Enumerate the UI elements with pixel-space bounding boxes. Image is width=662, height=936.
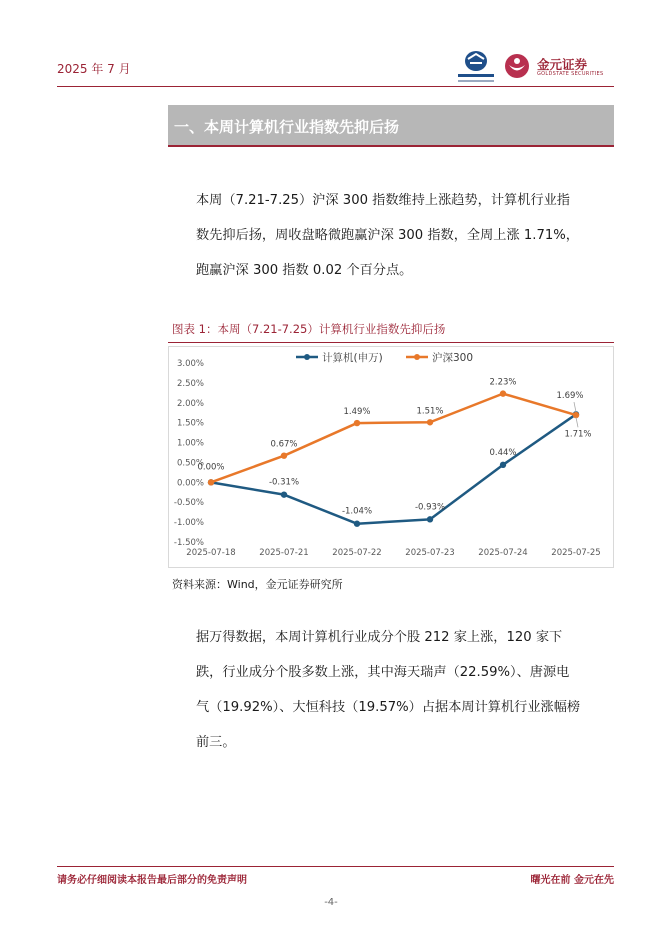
paragraph-line: 跌，行业成分个股多数上涨，其中海天瑞声（22.59%）、唐源电 [196, 665, 570, 680]
series-line [211, 414, 576, 523]
label-leader-line [576, 417, 578, 427]
legend-swatch-marker [414, 354, 420, 360]
chart-frame [169, 347, 614, 568]
paragraph-line: 前三。 [196, 735, 236, 750]
stock-paragraph [196, 620, 616, 760]
data-point [354, 420, 360, 426]
data-label: 2.23% [489, 377, 517, 388]
disclaimer-text: 请务必仔细阅读本报告最后部分的免责声明 [57, 875, 247, 886]
data-label: -0.31% [268, 477, 300, 488]
goldstate-securities-logo [503, 52, 611, 82]
brand-name: 金元证券 [537, 57, 588, 72]
x-tick-label: 2025-07-21 [259, 548, 309, 558]
data-label: 1.71% [564, 429, 592, 440]
paragraph-line: 跑赢沪深 300 指数 0.02 个百分点。 [196, 263, 413, 278]
index-line-chart [168, 346, 614, 568]
data-point [427, 419, 433, 425]
data-label: 0.00% [197, 462, 225, 473]
x-tick-label: 2025-07-25 [551, 548, 601, 558]
x-tick-label: 2025-07-22 [332, 548, 382, 558]
y-tick-label: -1.50% [173, 538, 204, 548]
data-label: 0.44% [489, 447, 517, 458]
data-point [208, 479, 214, 485]
figure-source: 资料来源：Wind，金元证券研究所 [172, 578, 343, 591]
data-point [281, 452, 287, 458]
label-leader-line [574, 402, 576, 412]
x-tick-label: 2025-07-23 [405, 548, 455, 558]
figure-title-divider [168, 342, 614, 343]
slogan-text: 曙光在前 金元在先 [530, 875, 614, 886]
y-tick-label: 2.00% [176, 398, 204, 409]
x-tick-label: 2025-07-18 [186, 548, 236, 558]
report-date: 2025 年 7 月 [57, 62, 131, 76]
data-label: 1.51% [416, 406, 444, 417]
data-point [427, 516, 433, 522]
paragraph-line: 据万得数据，本周计算机行业成分个股 212 家上涨，120 家下 [196, 630, 563, 645]
figure-title: 图表 1：本周（7.21-7.25）计算机行业指数先抑后扬 [172, 322, 446, 336]
legend-label: 沪深300 [432, 352, 474, 364]
x-tick-label: 2025-07-24 [478, 548, 528, 558]
section-heading [168, 105, 614, 145]
y-tick-label: -1.00% [173, 518, 204, 529]
y-tick-label: 1.00% [176, 438, 204, 449]
legend-swatch-marker [304, 354, 310, 360]
header-divider [57, 86, 614, 87]
data-point [500, 390, 506, 396]
data-label: 1.49% [343, 407, 371, 418]
footer-divider [57, 866, 614, 867]
data-label: -1.04% [341, 506, 373, 517]
paragraph-line: 本周（7.21-7.25）沪深 300 指数维持上涨趋势，计算机行业指 [196, 193, 570, 208]
intro-paragraph [196, 183, 616, 288]
y-tick-label: 1.50% [176, 418, 204, 429]
series-line [211, 394, 576, 483]
data-label: 0.67% [270, 439, 298, 450]
page-number: -4- [324, 897, 338, 908]
paragraph-line: 数先抑后扬，周收盘略微跑赢沪深 300 指数，全周上涨 1.71%， [196, 228, 579, 243]
y-tick-label: 2.50% [176, 378, 204, 389]
data-point [281, 491, 287, 497]
data-label: -0.93% [414, 502, 446, 513]
paragraph-line: 气（19.92%）、大恒科技（19.57%）占据本周计算机行业涨幅榜 [196, 700, 581, 715]
y-tick-label: -0.50% [173, 498, 204, 509]
data-point [500, 462, 506, 468]
legend-label: 计算机(申万) [322, 352, 383, 364]
brand-name-en: GOLDSTATE SECURITIES [537, 71, 604, 77]
data-label: 1.69% [556, 391, 584, 402]
airport-group-logo [455, 50, 497, 86]
section-title: 一、本周计算机行业指数先抑后扬 [174, 118, 400, 136]
data-point [354, 521, 360, 527]
y-tick-label: 3.00% [176, 359, 204, 369]
y-tick-label: 0.50% [176, 458, 204, 469]
section-underline [168, 145, 614, 147]
y-tick-label: 0.00% [176, 478, 204, 489]
